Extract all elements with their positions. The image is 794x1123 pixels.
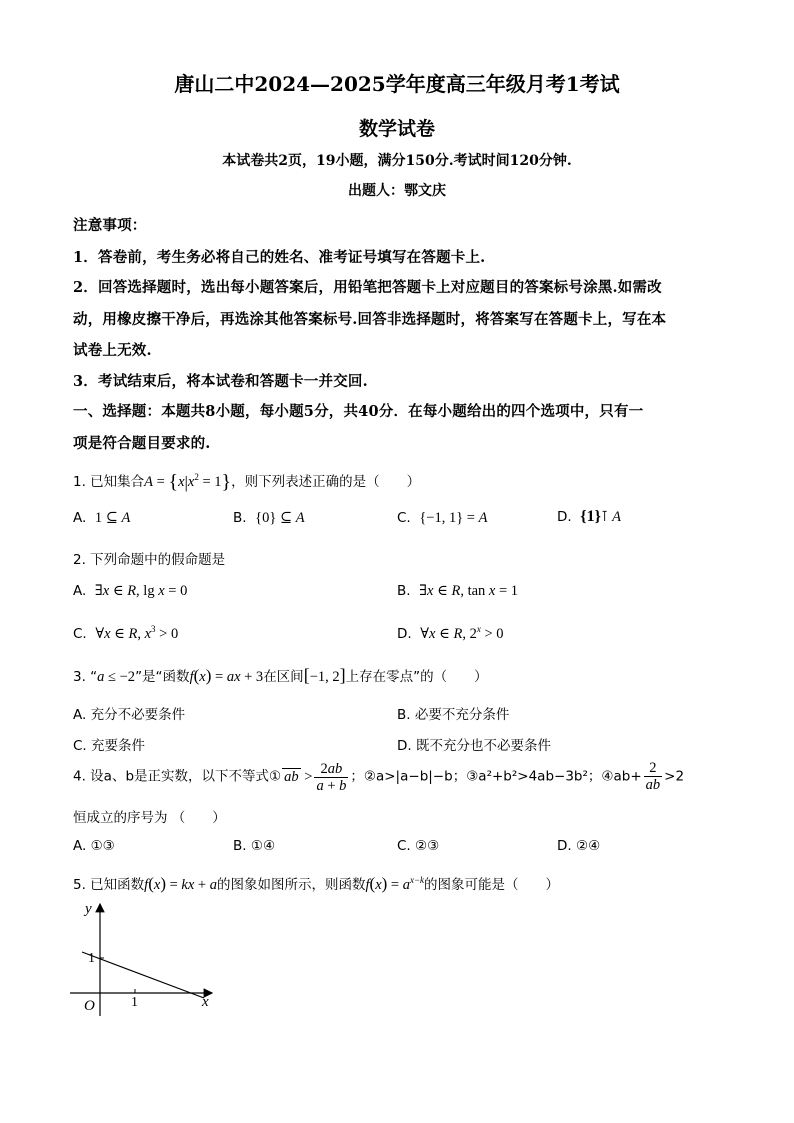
set-definition: $A = \{x|x^2 = 1\}$	[144, 471, 232, 493]
exam-title: 唐山二中2024—2025学年度高三年级月考1考试	[174, 72, 620, 96]
x-tick-label: 1	[131, 995, 138, 1010]
exam-subtitle: 数学试卷	[358, 118, 435, 140]
section-heading-line-1: 一、选择题：本题共8小题，每小题5分，共40分．在每小题给出的四个选项中，只有一	[73, 403, 644, 420]
note-item-3: 3．考试结束后，将本试卷和答题卡一并交回.	[73, 373, 368, 390]
y-intercept-label: 1	[88, 951, 95, 966]
note-item-2-line-1: 2．回答选择题时，选出每小题答案后，用铅笔把答题卡上对应题目的答案标号涂黑.如需改	[73, 279, 662, 296]
note-item-1: 1．答卷前，考生务必将自己的姓名、准考证号填写在答题卡上.	[73, 249, 486, 266]
q1-option-d: D. {1}⊺ A	[557, 508, 621, 525]
linear-function-graph	[70, 898, 230, 1023]
question-4-stem: 4. 设a、b是正实数，以下不等式① ab > $\frac{2ab}{a + b}$ ；②a>|a−b|−b；③a²+b²>4ab−3b²；④ab+ $\frac{2}{ab}$ >2	[73, 760, 685, 794]
question-4-line-2: 恒成立的序号为 （ ）	[73, 810, 226, 826]
notes-heading: 注意事项：	[73, 217, 147, 234]
question-1-stem: 1. 已知集合$A = \{x|x^2 = 1\}$，则下列表述正确的是（ ）	[73, 471, 421, 493]
section-heading-line-2: 项是符合题目要求的.	[73, 435, 211, 452]
q3-option-d: D. 既不充分也不必要条件	[397, 738, 551, 754]
q1-option-b: B. {0} ⊆ A	[233, 510, 305, 526]
note-item-2-line-2: 动，用橡皮擦干净后，再选涂其他答案标号.回答非选择题时，将答案写在答题卡上，写在本	[73, 311, 667, 328]
q4-option-c: C. ②③	[397, 838, 440, 854]
q4-option-b: B. ①④	[233, 838, 276, 854]
note-item-2-line-3: 试卷上无效.	[73, 342, 152, 359]
q3-option-b: B. 必要不充分条件	[397, 707, 510, 723]
exam-info: 本试卷共2页，19小题，满分150分.考试时间120分钟.	[222, 153, 572, 169]
q2-option-d: D. ∀x ∈ R, $2^x > 0$	[397, 624, 504, 642]
q2-option-c: C. ∀x ∈ R, $x^3 > 0$	[73, 624, 179, 642]
y-axis-label: y	[85, 901, 92, 917]
q2-option-a: A. ∃x ∈ R, lg x = 0	[73, 583, 188, 599]
q4-option-d: D. ②④	[557, 838, 601, 854]
q4-option-a: A. ①③	[73, 838, 115, 854]
q1-option-c: C. {−1, 1} = A	[397, 510, 488, 526]
exam-author: 出题人：鄂文庆	[348, 183, 446, 199]
q3-option-c: C. 充要条件	[73, 738, 146, 754]
question-2-stem: 2. 下列命题中的假命题是	[73, 552, 226, 568]
q1-option-a: A. 1 ⊆ A	[73, 510, 131, 526]
question-5-stem: 5. 已知函数f(x) = kx + a的图象如图所示，则函数$f(x) = a^{x-k}$的图象可能是（ ）	[73, 874, 560, 893]
origin-label: O	[84, 998, 95, 1014]
x-axis-label: x	[202, 994, 209, 1010]
q3-option-a: A. 充分不必要条件	[73, 707, 186, 723]
question-3-stem: 3. “a ≤ −2”是“函数f(x) = ax + 3在区间[−1, 2]上存在零点”的（ ）	[73, 665, 488, 685]
q2-option-b: B. ∃x ∈ R, tan x = 1	[397, 583, 519, 599]
